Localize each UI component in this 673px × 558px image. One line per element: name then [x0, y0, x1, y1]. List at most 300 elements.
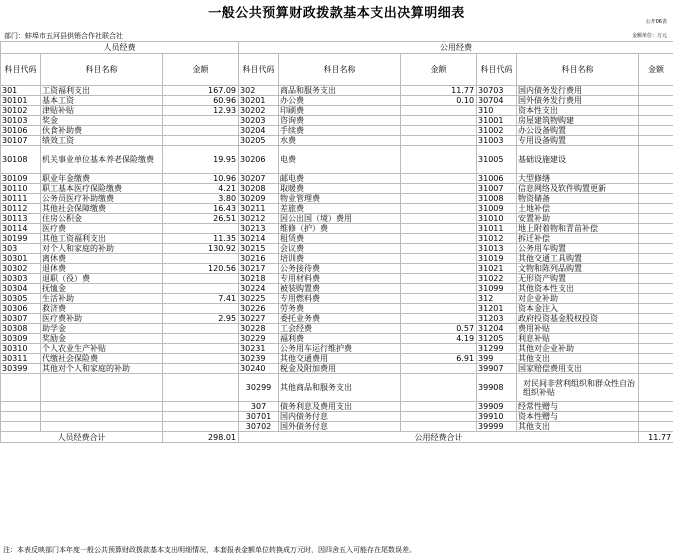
public-left-name-cell: 邮电费 [279, 174, 401, 184]
public-left-amount-cell [401, 194, 477, 204]
public-right-amount-cell [639, 224, 673, 234]
personnel-name-cell: 医疗费补助 [41, 314, 163, 324]
public-right-name-cell: 资本金注入 [517, 304, 639, 314]
personnel-amount-cell [163, 304, 239, 314]
col-name-header: 科目名称 [517, 54, 639, 86]
public-right-code-cell: 30704 [477, 96, 517, 106]
public-left-name-cell: 其他商品和服务支出 [279, 374, 401, 402]
public-right-name-cell: 基础设施建设 [517, 146, 639, 174]
public-left-amount-cell [401, 146, 477, 174]
personnel-name-cell: 住房公积金 [41, 214, 163, 224]
table-row [1, 422, 673, 432]
personnel-code-cell: 301 [1, 86, 41, 96]
personnel-code-cell [1, 374, 41, 402]
personnel-amount-cell [163, 136, 239, 146]
public-right-amount-cell [639, 86, 673, 96]
personnel-amount-cell [163, 364, 239, 374]
public-right-amount-cell [639, 364, 673, 374]
public-right-code-cell: 30703 [477, 86, 517, 96]
col-code-header: 科目代码 [477, 54, 517, 86]
personnel-name-cell: 离休费 [41, 254, 163, 264]
public-right-name-cell: 办公设备购置 [517, 126, 639, 136]
public-left-code-cell: 30211 [239, 204, 279, 214]
public-left-amount-cell [401, 244, 477, 254]
public-right-amount-cell [639, 244, 673, 254]
personnel-name-cell: 抚恤金 [41, 284, 163, 294]
public-right-amount-cell [639, 304, 673, 314]
personnel-name-cell: 生活补助 [41, 294, 163, 304]
personnel-total-label: 人员经费合计 [1, 432, 163, 443]
personnel-amount-cell: 120.56 [163, 264, 239, 274]
public-left-code-cell: 30217 [239, 264, 279, 274]
personnel-amount-cell [163, 254, 239, 264]
public-right-code-cell: 31203 [477, 314, 517, 324]
public-left-code-cell: 30239 [239, 354, 279, 364]
table-row [1, 96, 673, 106]
public-right-code-cell: 39908 [477, 374, 517, 402]
public-left-code-cell: 30212 [239, 214, 279, 224]
public-right-name-cell: 其他对企业补助 [517, 344, 639, 354]
public-left-name-cell: 办公费 [279, 96, 401, 106]
personnel-name-cell: 津贴补贴 [41, 106, 163, 116]
public-left-amount-cell: 11.77 [401, 86, 477, 96]
public-left-name-cell: 其他交通费用 [279, 354, 401, 364]
public-right-name-cell: 资本性赠与 [517, 412, 639, 422]
public-left-name-cell: 专用材料费 [279, 274, 401, 284]
personnel-code-cell: 30304 [1, 284, 41, 294]
public-right-amount-cell [639, 184, 673, 194]
public-left-name-cell: 劳务费 [279, 304, 401, 314]
public-left-amount-cell: 0.57 [401, 324, 477, 334]
table-row [1, 146, 673, 174]
public-right-amount-cell [639, 412, 673, 422]
public-right-code-cell: 31204 [477, 324, 517, 334]
col-amount-header: 金额 [639, 54, 673, 86]
public-left-name-cell: 公务接待费 [279, 264, 401, 274]
table-row [1, 294, 673, 304]
table-row [1, 344, 673, 354]
section-personnel: 人员经费 [1, 42, 239, 54]
personnel-amount-cell [163, 412, 239, 422]
footnote: 注：本表反映部门本年度一般公共预算财政拨款基本支出明细情况，本套报表金额单位转换成万元时，因四舍五入可能存在尾数误差。 [3, 546, 416, 554]
personnel-amount-cell [163, 126, 239, 136]
public-right-amount-cell [639, 146, 673, 174]
public-left-amount-cell [401, 254, 477, 264]
expenditure-table [0, 41, 673, 443]
report-title: 一般公共预算财政拨款基本支出决算明细表 [208, 6, 465, 21]
public-right-name-cell: 费用补贴 [517, 324, 639, 334]
personnel-amount-cell [163, 402, 239, 412]
public-left-amount-cell [401, 174, 477, 184]
personnel-code-cell: 30306 [1, 304, 41, 314]
public-right-name-cell: 专用设备购置 [517, 136, 639, 146]
personnel-name-cell: 职业年金缴费 [41, 174, 163, 184]
col-name-header: 科目名称 [41, 54, 163, 86]
public-left-code-cell: 30299 [239, 374, 279, 402]
public-right-code-cell: 31205 [477, 334, 517, 344]
public-left-amount-cell [401, 136, 477, 146]
public-right-name-cell: 利息补贴 [517, 334, 639, 344]
public-right-amount-cell [639, 254, 673, 264]
public-right-code-cell: 31003 [477, 136, 517, 146]
public-left-code-cell: 30207 [239, 174, 279, 184]
table-row [1, 224, 673, 234]
public-left-name-cell: 电费 [279, 146, 401, 174]
public-left-code-cell: 30226 [239, 304, 279, 314]
table-row [1, 174, 673, 184]
personnel-code-cell: 30101 [1, 96, 41, 106]
public-left-code-cell: 30213 [239, 224, 279, 234]
public-right-amount-cell [639, 214, 673, 224]
public-right-name-cell: 公务用车购置 [517, 244, 639, 254]
public-left-code-cell: 30231 [239, 344, 279, 354]
public-right-amount-cell [639, 204, 673, 214]
table-row [1, 274, 673, 284]
table-row [1, 324, 673, 334]
public-right-code-cell: 31007 [477, 184, 517, 194]
personnel-code-cell: 30112 [1, 204, 41, 214]
personnel-amount-cell: 3.80 [163, 194, 239, 204]
table-row [1, 374, 673, 402]
public-right-code-cell: 39910 [477, 412, 517, 422]
department-label: 部门：蚌埠市五河县供销合作社联合社 [4, 32, 123, 40]
public-left-code-cell: 30227 [239, 314, 279, 324]
personnel-amount-cell: 11.35 [163, 234, 239, 244]
public-left-amount-cell [401, 364, 477, 374]
public-left-code-cell: 30214 [239, 234, 279, 244]
personnel-amount-cell: 4.21 [163, 184, 239, 194]
public-left-amount-cell [401, 126, 477, 136]
public-right-name-cell: 房屋建筑物购建 [517, 116, 639, 126]
personnel-amount-cell [163, 324, 239, 334]
public-right-amount-cell [639, 314, 673, 324]
personnel-code-cell: 30113 [1, 214, 41, 224]
public-left-code-cell: 30208 [239, 184, 279, 194]
table-row [1, 184, 673, 194]
public-total-label: 公用经费合计 [239, 432, 639, 443]
public-left-name-cell: 因公出国（境）费用 [279, 214, 401, 224]
public-left-name-cell: 水费 [279, 136, 401, 146]
table-row [1, 314, 673, 324]
personnel-code-cell: 30301 [1, 254, 41, 264]
public-left-name-cell: 维修（护）费 [279, 224, 401, 234]
personnel-code-cell: 30111 [1, 194, 41, 204]
public-left-amount-cell [401, 344, 477, 354]
public-left-name-cell: 专用燃料费 [279, 294, 401, 304]
personnel-name-cell: 退职（役）费 [41, 274, 163, 284]
personnel-name-cell: 其他对个人和家庭的补助 [41, 364, 163, 374]
public-left-name-cell: 租赁费 [279, 234, 401, 244]
public-left-code-cell: 30218 [239, 274, 279, 284]
public-right-code-cell: 312 [477, 294, 517, 304]
public-left-name-cell: 会议费 [279, 244, 401, 254]
public-right-name-cell: 对企业补助 [517, 294, 639, 304]
personnel-code-cell: 30103 [1, 116, 41, 126]
public-left-amount-cell [401, 264, 477, 274]
personnel-amount-cell [163, 116, 239, 126]
public-left-name-cell: 国外债务付息 [279, 422, 401, 432]
public-right-code-cell: 31022 [477, 274, 517, 284]
public-left-name-cell: 取暖费 [279, 184, 401, 194]
personnel-name-cell: 机关事业单位基本养老保险缴费 [41, 146, 163, 174]
public-right-amount-cell [639, 174, 673, 184]
personnel-name-cell: 退休费 [41, 264, 163, 274]
public-right-name-cell: 其他交通工具购置 [517, 254, 639, 264]
public-left-code-cell: 30228 [239, 324, 279, 334]
table-row [1, 254, 673, 264]
table-row [1, 136, 673, 146]
unit-label: 金额单位：万元 [631, 33, 667, 39]
public-right-name-cell: 地上附着物和青苗补偿 [517, 224, 639, 234]
personnel-code-cell: 30199 [1, 234, 41, 244]
public-left-name-cell: 被装购置费 [279, 284, 401, 294]
public-right-amount-cell [639, 264, 673, 274]
public-right-name-cell: 国内债务发行费用 [517, 86, 639, 96]
personnel-name-cell: 其他社会保障缴费 [41, 204, 163, 214]
personnel-code-cell [1, 412, 41, 422]
public-left-name-cell: 商品和服务支出 [279, 86, 401, 96]
col-amount-header: 金额 [163, 54, 239, 86]
table-code: 公开06表 [645, 19, 667, 25]
public-right-name-cell: 经常性赠与 [517, 402, 639, 412]
personnel-code-cell: 30302 [1, 264, 41, 274]
public-left-name-cell: 委托业务费 [279, 314, 401, 324]
public-right-code-cell: 31012 [477, 234, 517, 244]
personnel-amount-cell: 12.93 [163, 106, 239, 116]
public-left-code-cell: 30229 [239, 334, 279, 344]
public-left-code-cell: 30215 [239, 244, 279, 254]
public-left-code-cell: 30209 [239, 194, 279, 204]
table-row [1, 194, 673, 204]
table-row [1, 234, 673, 244]
public-right-amount-cell [639, 96, 673, 106]
public-left-code-cell: 30224 [239, 284, 279, 294]
public-right-code-cell: 31005 [477, 146, 517, 174]
personnel-amount-cell [163, 334, 239, 344]
personnel-amount-cell: 19.95 [163, 146, 239, 174]
personnel-amount-cell: 16.43 [163, 204, 239, 214]
totals-row [1, 432, 673, 443]
personnel-amount-cell: 2.95 [163, 314, 239, 324]
public-left-amount-cell [401, 304, 477, 314]
public-right-code-cell: 39909 [477, 402, 517, 412]
public-left-code-cell: 30225 [239, 294, 279, 304]
public-left-name-cell: 公务用车运行维护费 [279, 344, 401, 354]
public-left-amount-cell [401, 412, 477, 422]
public-left-amount-cell [401, 294, 477, 304]
public-right-code-cell: 31011 [477, 224, 517, 234]
personnel-name-cell: 奖金 [41, 116, 163, 126]
table-row [1, 204, 673, 214]
public-right-code-cell: 399 [477, 354, 517, 364]
public-right-amount-cell [639, 234, 673, 244]
personnel-code-cell: 30109 [1, 174, 41, 184]
personnel-name-cell: 其他工资福利支出 [41, 234, 163, 244]
personnel-code-cell [1, 422, 41, 432]
personnel-code-cell: 30399 [1, 364, 41, 374]
public-right-name-cell: 资本性支出 [517, 106, 639, 116]
public-left-code-cell: 30240 [239, 364, 279, 374]
public-left-name-cell: 债务利息及费用支出 [279, 402, 401, 412]
personnel-amount-cell: 26.51 [163, 214, 239, 224]
public-left-code-cell: 30701 [239, 412, 279, 422]
public-right-amount-cell [639, 136, 673, 146]
public-right-name-cell: 其他资本性支出 [517, 284, 639, 294]
public-right-name-cell: 物资储备 [517, 194, 639, 204]
public-right-amount-cell [639, 334, 673, 344]
table-row [1, 264, 673, 274]
table-row [1, 402, 673, 412]
table-row [1, 86, 673, 96]
public-left-amount-cell: 4.19 [401, 334, 477, 344]
public-right-code-cell: 31299 [477, 344, 517, 354]
personnel-code-cell [1, 402, 41, 412]
table-row [1, 334, 673, 344]
public-left-amount-cell: 6.91 [401, 354, 477, 364]
personnel-amount-cell: 7.41 [163, 294, 239, 304]
public-left-amount-cell [401, 422, 477, 432]
personnel-amount-cell [163, 284, 239, 294]
public-right-amount-cell [639, 274, 673, 284]
personnel-code-cell: 30108 [1, 146, 41, 174]
public-left-code-cell: 30203 [239, 116, 279, 126]
public-right-code-cell: 310 [477, 106, 517, 116]
public-left-amount-cell [401, 402, 477, 412]
public-left-amount-cell: 0.10 [401, 96, 477, 106]
personnel-code-cell: 30311 [1, 354, 41, 364]
personnel-code-cell: 30308 [1, 324, 41, 334]
public-left-name-cell: 培训费 [279, 254, 401, 264]
public-total-amount: 11.77 [639, 432, 673, 443]
personnel-code-cell: 303 [1, 244, 41, 254]
public-right-code-cell: 31006 [477, 174, 517, 184]
public-right-name-cell: 无形资产购置 [517, 274, 639, 284]
col-amount-header: 金额 [401, 54, 477, 86]
personnel-name-cell [41, 374, 163, 402]
personnel-name-cell: 职工基本医疗保险缴费 [41, 184, 163, 194]
public-right-amount-cell [639, 294, 673, 304]
table-row [1, 126, 673, 136]
personnel-amount-cell [163, 344, 239, 354]
public-right-name-cell: 土地补偿 [517, 204, 639, 214]
public-left-code-cell: 30205 [239, 136, 279, 146]
personnel-name-cell: 伙食补助费 [41, 126, 163, 136]
personnel-amount-cell: 167.09 [163, 86, 239, 96]
table-row [1, 412, 673, 422]
public-left-amount-cell [401, 374, 477, 402]
personnel-name-cell: 个人农业生产补贴 [41, 344, 163, 354]
public-left-amount-cell [401, 214, 477, 224]
table-row [1, 214, 673, 224]
public-left-name-cell: 印刷费 [279, 106, 401, 116]
public-left-code-cell: 30202 [239, 106, 279, 116]
public-right-name-cell: 对民间非营利组织和群众性自治组织补贴 [517, 374, 639, 402]
public-left-name-cell: 国内债务付息 [279, 412, 401, 422]
personnel-amount-cell: 10.96 [163, 174, 239, 184]
public-right-amount-cell [639, 402, 673, 412]
personnel-amount-cell: 60.96 [163, 96, 239, 106]
personnel-name-cell [41, 422, 163, 432]
public-left-name-cell: 差旅费 [279, 204, 401, 214]
public-left-amount-cell [401, 274, 477, 284]
personnel-name-cell: 基本工资 [41, 96, 163, 106]
personnel-amount-cell [163, 274, 239, 284]
personnel-amount-cell [163, 374, 239, 402]
personnel-name-cell: 奖励金 [41, 334, 163, 344]
public-left-code-cell: 30702 [239, 422, 279, 432]
public-right-name-cell: 国家赔偿费用支出 [517, 364, 639, 374]
public-right-code-cell: 31010 [477, 214, 517, 224]
public-right-amount-cell [639, 374, 673, 402]
public-left-code-cell: 30206 [239, 146, 279, 174]
table-row [1, 116, 673, 126]
public-right-code-cell: 31201 [477, 304, 517, 314]
personnel-total-amount: 298.01 [163, 432, 239, 443]
public-right-name-cell: 文物和陈列品购置 [517, 264, 639, 274]
public-left-amount-cell [401, 204, 477, 214]
public-left-code-cell: 302 [239, 86, 279, 96]
personnel-name-cell: 救济费 [41, 304, 163, 314]
personnel-amount-cell [163, 224, 239, 234]
public-right-name-cell: 其他支出 [517, 354, 639, 364]
personnel-amount-cell [163, 354, 239, 364]
public-left-amount-cell [401, 234, 477, 244]
public-right-name-cell: 拆迁补偿 [517, 234, 639, 244]
public-right-name-cell: 安置补助 [517, 214, 639, 224]
public-right-name-cell: 大型修缮 [517, 174, 639, 184]
public-left-name-cell: 福利费 [279, 334, 401, 344]
public-left-code-cell: 30201 [239, 96, 279, 106]
public-left-name-cell: 咨询费 [279, 116, 401, 126]
public-left-name-cell: 工会经费 [279, 324, 401, 334]
public-right-code-cell: 31021 [477, 264, 517, 274]
public-left-code-cell: 30216 [239, 254, 279, 264]
public-right-amount-cell [639, 324, 673, 334]
public-right-amount-cell [639, 126, 673, 136]
public-right-amount-cell [639, 106, 673, 116]
public-left-code-cell: 30204 [239, 126, 279, 136]
col-code-header: 科目代码 [239, 54, 279, 86]
public-left-name-cell: 物业管理费 [279, 194, 401, 204]
public-right-amount-cell [639, 354, 673, 364]
public-right-amount-cell [639, 344, 673, 354]
personnel-code-cell: 30106 [1, 126, 41, 136]
table-row [1, 284, 673, 294]
public-right-code-cell: 31001 [477, 116, 517, 126]
section-public: 公用经费 [239, 42, 673, 54]
personnel-name-cell: 医疗费 [41, 224, 163, 234]
public-right-amount-cell [639, 116, 673, 126]
public-left-amount-cell [401, 314, 477, 324]
table-row [1, 244, 673, 254]
public-right-name-cell: 政府投资基金股权投资 [517, 314, 639, 324]
public-right-code-cell: 31013 [477, 244, 517, 254]
personnel-code-cell: 30310 [1, 344, 41, 354]
personnel-code-cell: 30110 [1, 184, 41, 194]
table-row [1, 304, 673, 314]
public-right-name-cell: 其他支出 [517, 422, 639, 432]
personnel-amount-cell: 130.92 [163, 244, 239, 254]
personnel-name-cell [41, 412, 163, 422]
public-left-amount-cell [401, 184, 477, 194]
public-right-amount-cell [639, 194, 673, 204]
personnel-name-cell: 对个人和家庭的补助 [41, 244, 163, 254]
public-left-amount-cell [401, 116, 477, 126]
public-right-amount-cell [639, 284, 673, 294]
public-right-name-cell: 国外债务发行费用 [517, 96, 639, 106]
personnel-code-cell: 30305 [1, 294, 41, 304]
personnel-name-cell: 绩效工资 [41, 136, 163, 146]
